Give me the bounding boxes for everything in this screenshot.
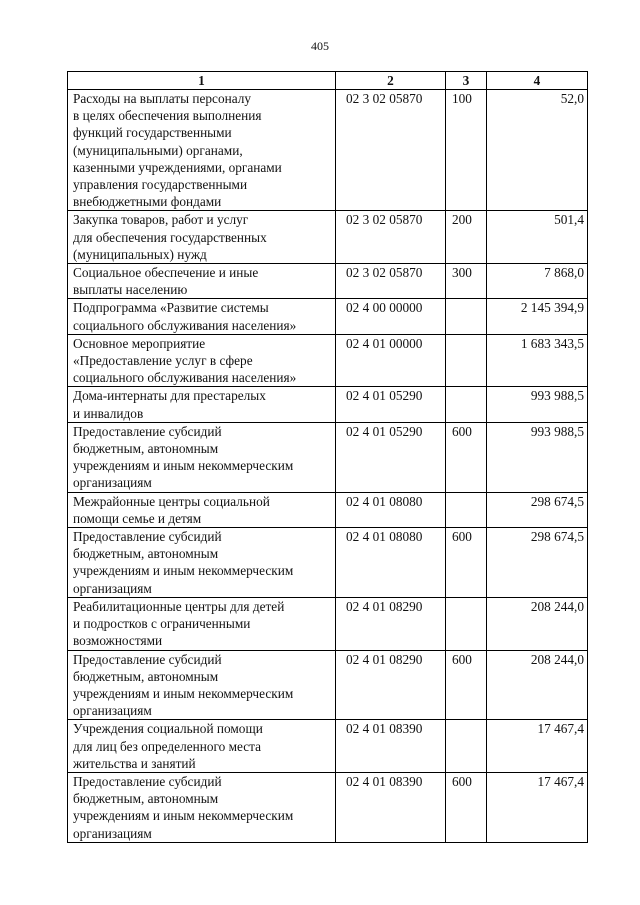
row-expense-type [446, 387, 487, 422]
table-row [68, 264, 588, 299]
row-code: 02 4 01 08290 [336, 597, 446, 650]
row-description: Предоставление субсидий бюджетным, автономным учреждениям и иным некоммерческим организациям [68, 422, 336, 492]
table-row [68, 334, 588, 387]
row-description: Основное мероприятие «Предоставление услуг в сфере социального обслуживания населения» [68, 334, 336, 387]
budget-table [67, 71, 588, 843]
row-code: 02 3 02 05870 [336, 90, 446, 211]
page-number: 405 [311, 39, 329, 53]
row-amount: 17 467,4 [487, 720, 588, 773]
row-description: Социальное обеспечение и иные выплаты населению [68, 264, 336, 299]
row-amount: 993 988,5 [487, 422, 588, 492]
row-code: 02 4 01 05290 [336, 387, 446, 422]
row-amount: 993 988,5 [487, 387, 588, 422]
header-col-2: 2 [336, 72, 446, 90]
row-code: 02 4 01 00000 [336, 334, 446, 387]
row-expense-type: 600 [446, 772, 487, 842]
row-description: Предоставление субсидий бюджетным, автономным учреждениям и иным некоммерческим организациям [68, 772, 336, 842]
header-col-1: 1 [68, 72, 336, 90]
table-row [68, 299, 588, 334]
row-code: 02 4 01 08390 [336, 720, 446, 773]
row-description: Предоставление субсидий бюджетным, автономным учреждениям и иным некоммерческим организациям [68, 528, 336, 598]
row-description: Учреждения социальной помощи для лиц без определенного места жительства и занятий [68, 720, 336, 773]
table-row [68, 720, 588, 773]
row-expense-type: 200 [446, 211, 487, 264]
header-col-4: 4 [487, 72, 588, 90]
row-expense-type: 100 [446, 90, 487, 211]
row-code: 02 4 01 08080 [336, 492, 446, 527]
table-row [68, 597, 588, 650]
row-expense-type [446, 597, 487, 650]
row-expense-type: 600 [446, 422, 487, 492]
row-code: 02 4 01 05290 [336, 422, 446, 492]
row-code: 02 4 01 08390 [336, 772, 446, 842]
row-amount: 52,0 [487, 90, 588, 211]
row-expense-type [446, 720, 487, 773]
table-row [68, 387, 588, 422]
table-header-row [68, 72, 588, 90]
table-row [68, 90, 588, 211]
row-code: 02 4 01 08080 [336, 528, 446, 598]
row-amount: 7 868,0 [487, 264, 588, 299]
table-row [68, 492, 588, 527]
row-description: Подпрограмма «Развитие системы социального обслуживания населения» [68, 299, 336, 334]
row-amount: 208 244,0 [487, 597, 588, 650]
row-code: 02 3 02 05870 [336, 264, 446, 299]
row-description: Реабилитационные центры для детей и подростков с ограниченными возможностями [68, 597, 336, 650]
row-expense-type: 600 [446, 650, 487, 720]
row-description: Дома-интернаты для престарелых и инвалидов [68, 387, 336, 422]
table-row [68, 772, 588, 842]
row-amount: 2 145 394,9 [487, 299, 588, 334]
row-expense-type [446, 299, 487, 334]
row-expense-type: 600 [446, 528, 487, 598]
row-code: 02 4 00 00000 [336, 299, 446, 334]
row-code: 02 3 02 05870 [336, 211, 446, 264]
row-code: 02 4 01 08290 [336, 650, 446, 720]
row-amount: 208 244,0 [487, 650, 588, 720]
table-row [68, 528, 588, 598]
row-amount: 298 674,5 [487, 528, 588, 598]
table-row [68, 211, 588, 264]
row-expense-type: 300 [446, 264, 487, 299]
row-description: Закупка товаров, работ и услуг для обеспечения государственных (муниципальных) нужд [68, 211, 336, 264]
table-row [68, 422, 588, 492]
row-expense-type [446, 334, 487, 387]
header-col-3: 3 [446, 72, 487, 90]
row-description: Расходы на выплаты персоналу в целях обеспечения выполнения функций государственными (муниципальными) органами, казенными учреждениями, органами управления государственными внебюджетными фондами [68, 90, 336, 211]
row-amount: 1 683 343,5 [487, 334, 588, 387]
row-amount: 17 467,4 [487, 772, 588, 842]
table-row [68, 650, 588, 720]
row-description: Межрайонные центры социальной помощи семье и детям [68, 492, 336, 527]
row-description: Предоставление субсидий бюджетным, автономным учреждениям и иным некоммерческим организациям [68, 650, 336, 720]
row-amount: 298 674,5 [487, 492, 588, 527]
row-expense-type [446, 492, 487, 527]
row-amount: 501,4 [487, 211, 588, 264]
